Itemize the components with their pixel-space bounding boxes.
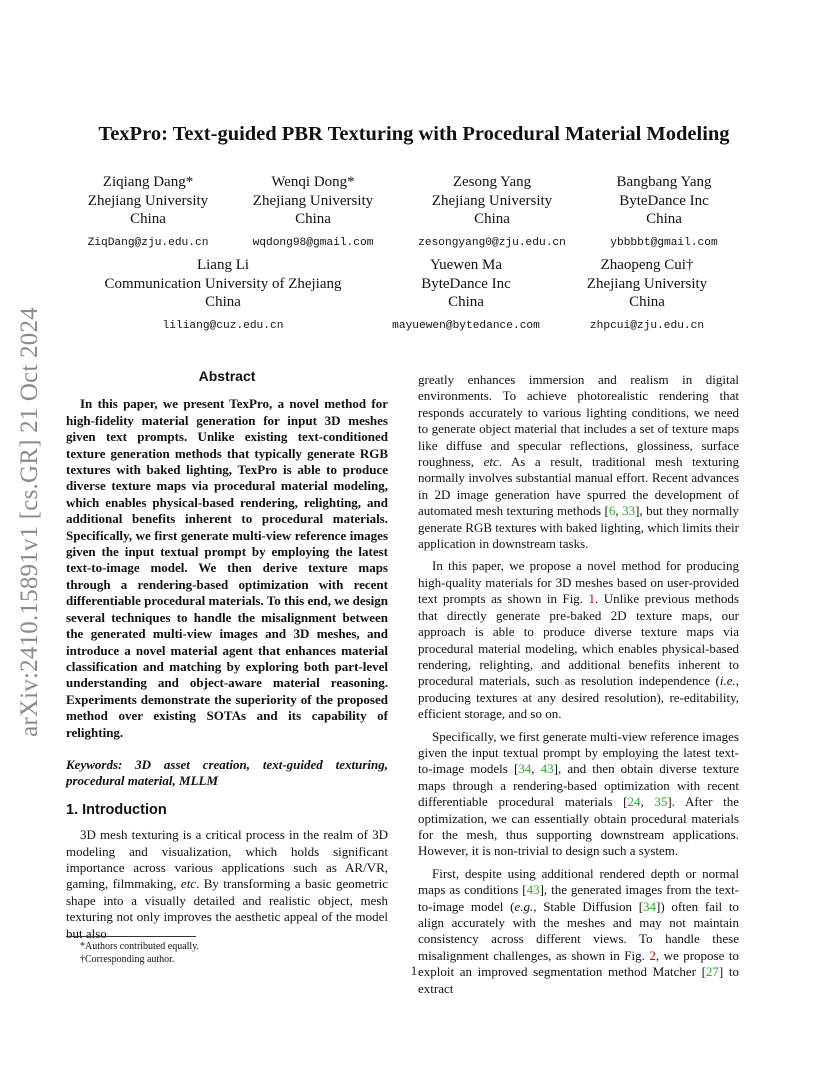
- text-run: . By transforming a basic geometric shape into a visually detailed and realistic object, mesh texturing not only improves the aesthetic appeal of the model but also: [66, 876, 389, 941]
- text-run: ]. After the optimization, we can essentially obtain procedural materials for the mesh, thus supporting downstream applications. However, it is non-trivial to design such a system.: [418, 794, 740, 859]
- author-name: Ziqiang Dang*: [102, 174, 194, 190]
- citation-link[interactable]: 35: [654, 794, 668, 810]
- author-block: [380, 256, 552, 335]
- citation-link[interactable]: 34: [518, 761, 532, 777]
- text-run: , producing textures at any desired resolution), re-editability, efficient storage, and so on.: [418, 673, 739, 722]
- text-run: . As a result, traditional mesh texturing normally involves substantial manual effort. Recent advances in 2D image generation have spurred the development of automated mesh texturing methods [: [418, 454, 740, 519]
- figure-link[interactable]: 2: [649, 947, 656, 963]
- text-run: ]) often fail to align accurately with the meshes and may not maintain consistency across different views. To handle these misalignment challenges, as shown in Fig.: [418, 898, 739, 963]
- author-email[interactable]: wqdong98@gmail.com: [252, 236, 374, 249]
- text-run: etc: [483, 454, 499, 470]
- author-country: China: [130, 211, 166, 228]
- text-run: greatly enhances immersion and realism in digital environments. To achieve photorealistic rendering that responds accurately to various lighting conditions, we need to generate object material that includes a set of texture maps like diffuse and specular reflections, glossiness, surface roughness,: [418, 372, 739, 470]
- body-paragraph: Specifically, we first generate multi-view reference images given the input textual prompt by employing the latest text-to-image models [34, 43], and then obtain diverse texture maps through a rendering-based optimization with recent differentiable procedural materials [24, 35]. After the optimization, we can essentially obtain procedural materials for the mesh, thus supporting downstream applications. However, it is non-trivial to design such a system.: [418, 728, 740, 859]
- author-country: China: [474, 211, 510, 228]
- citation-link[interactable]: 43: [526, 882, 540, 898]
- citation-link[interactable]: 27: [705, 964, 719, 980]
- author-email[interactable]: mayuewen@bytedance.com: [392, 319, 540, 332]
- text-run: 3D mesh texturing is a critical process in the realm of 3D modeling and visualization, which holds significant importance across various applications such as AR/VR, gaming, filmmaking,: [66, 827, 388, 892]
- author-name: Zhaopeng Cui†: [600, 257, 694, 273]
- citation-link[interactable]: 24: [627, 794, 641, 810]
- footnote-corresponding-author: †Corresponding author.: [80, 954, 175, 965]
- left-column: [66, 368, 388, 942]
- body-paragraph: greatly enhances immersion and realism in digital environments. To achieve photorealistic rendering that responds accurately to various lighting conditions, we need to generate object material that includes a set of texture maps like diffuse and specular reflections, glossiness, surface roughness, etc. As a result, traditional mesh texturing normally involves substantial manual effort. Recent advances in 2D image generation have spurred the development of automated mesh texturing methods [6, 33], but they normally generate RGB textures with baked lighting, which limits their application in downstream tasks.: [418, 372, 740, 552]
- author-email[interactable]: zhpcui@zju.edu.cn: [589, 319, 705, 332]
- author-email[interactable]: ZiqDang@zju.edu.cn: [87, 236, 209, 249]
- citation-link[interactable]: 34: [643, 898, 657, 914]
- author-affiliation: Communication University of Zhejiang: [104, 275, 342, 292]
- citation-link[interactable]: 43: [540, 761, 554, 777]
- citation-link[interactable]: 33: [622, 503, 636, 519]
- author-email[interactable]: zesongyang0@zju.edu.cn: [418, 236, 566, 249]
- author-block: [232, 173, 394, 252]
- author-affiliation: Zhejiang University: [87, 192, 209, 209]
- section-heading-introduction: 1. Introduction: [66, 801, 167, 818]
- page-number: 1: [410, 963, 418, 978]
- abstract-text: In this paper, we present TexPro, a novel method for high-fidelity material generation for input 3D meshes given text prompts. Unlike existing text-conditioned texture generation methods that typically generate RGB textures with baked lighting, TexPro is able to produce diverse texture maps via procedural material modeling, which enables physical-based rendering, relighting, and additional benefits inherent to procedural materials. Specifically, we first generate multi-view reference images given the input textual prompt by employing the latest text-to-image model. We then derive texture maps through a rendering-based optimization with recent differentiable procedural materials. To this end, we design several techniques to handle the misalignment between the generated multi-view images and 3D meshes, and introduce a novel material agent that enhances material classification and matching by exploring both part-level understanding and object-aware material reasoning. Experiments demonstrate the superiority of the proposed method over existing SOTAs and its capability of relighting.: [66, 396, 388, 740]
- text-run: . Unlike previous methods that directly generate pre-baked 2D texture maps, our approach is able to produce diverse texture maps via procedural material modeling, which enables physical-based rendering, relighting, and additional benefits inherent to procedural materials, such as resolution independence (: [418, 591, 739, 689]
- arxiv-stamp-text: arXiv:2410.15891v1 [cs.GR] 21 Oct 2024: [16, 307, 43, 737]
- author-name: Zesong Yang: [452, 174, 532, 190]
- text-run: ], but they normally generate RGB textures with baked lighting, which limits their application in downstream tasks.: [418, 503, 740, 552]
- text-run: First, despite using additional rendered depth or normal maps as conditions [: [418, 865, 739, 898]
- author-country: China: [205, 294, 241, 311]
- author-name: Bangbang Yang: [616, 174, 712, 190]
- paper-title: TexPro: Text-guided PBR Texturing with Procedural Material Modeling: [98, 123, 730, 145]
- text-run: e.g.: [514, 898, 534, 914]
- author-name: Yuewen Ma: [429, 257, 503, 273]
- author-affiliation: ByteDance Inc: [421, 275, 511, 292]
- text-run: ], and then obtain diverse texture maps through a rendering-based optimization with recent differentiable procedural materials [: [418, 761, 740, 810]
- author-name: Wenqi Dong*: [271, 174, 355, 190]
- author-block: [570, 256, 724, 335]
- author-block: [404, 173, 580, 252]
- author-block: [66, 173, 230, 252]
- arxiv-identifier-stamp: [8, 286, 52, 758]
- text-run: etc: [180, 876, 197, 892]
- text-run: i.e.: [719, 673, 736, 689]
- text-run: ] to extract: [418, 964, 739, 996]
- right-column: [418, 372, 739, 997]
- text-run: In this paper, we propose a novel method for producing high-quality materials for 3D meshes based on user-provided text prompts as shown in Fig.: [418, 558, 739, 607]
- citation-link[interactable]: 6: [608, 503, 616, 519]
- author-country: China: [448, 294, 484, 311]
- author-affiliation: ByteDance Inc: [619, 192, 709, 209]
- author-affiliation: Zhejiang University: [586, 275, 708, 292]
- text-run: Specifically, we first generate multi-view reference images given the input textual prompt by employing the latest text-to-image models [: [418, 728, 739, 777]
- author-block: [80, 256, 366, 335]
- figure-link[interactable]: 1: [588, 591, 596, 607]
- author-email[interactable]: ybbbbt@gmail.com: [610, 236, 718, 249]
- author-country: China: [646, 211, 682, 228]
- text-run: , Stable Diffusion [: [533, 898, 644, 914]
- text-run: ], the generated images from the text-to-image model (: [418, 882, 740, 914]
- author-country: China: [629, 294, 665, 311]
- author-block: [590, 173, 738, 252]
- footnote-divider: [66, 936, 196, 937]
- author-name: Liang Li: [196, 257, 250, 273]
- intro-paragraph: [66, 827, 388, 942]
- author-country: China: [295, 211, 331, 228]
- author-affiliation: Zhejiang University: [252, 192, 374, 209]
- keywords: Keywords: 3D asset creation, text-guided texturing, procedural material, MLLM: [66, 756, 388, 789]
- author-affiliation: Zhejiang University: [431, 192, 553, 209]
- footnote-equal-contribution: *Authors contributed equally.: [80, 941, 200, 952]
- abstract-heading: Abstract: [198, 368, 256, 384]
- body-paragraph: [418, 558, 739, 722]
- author-email[interactable]: liliang@cuz.edu.cn: [162, 319, 284, 332]
- text-run: , we propose to exploit an improved segmentation method Matcher [: [418, 947, 739, 980]
